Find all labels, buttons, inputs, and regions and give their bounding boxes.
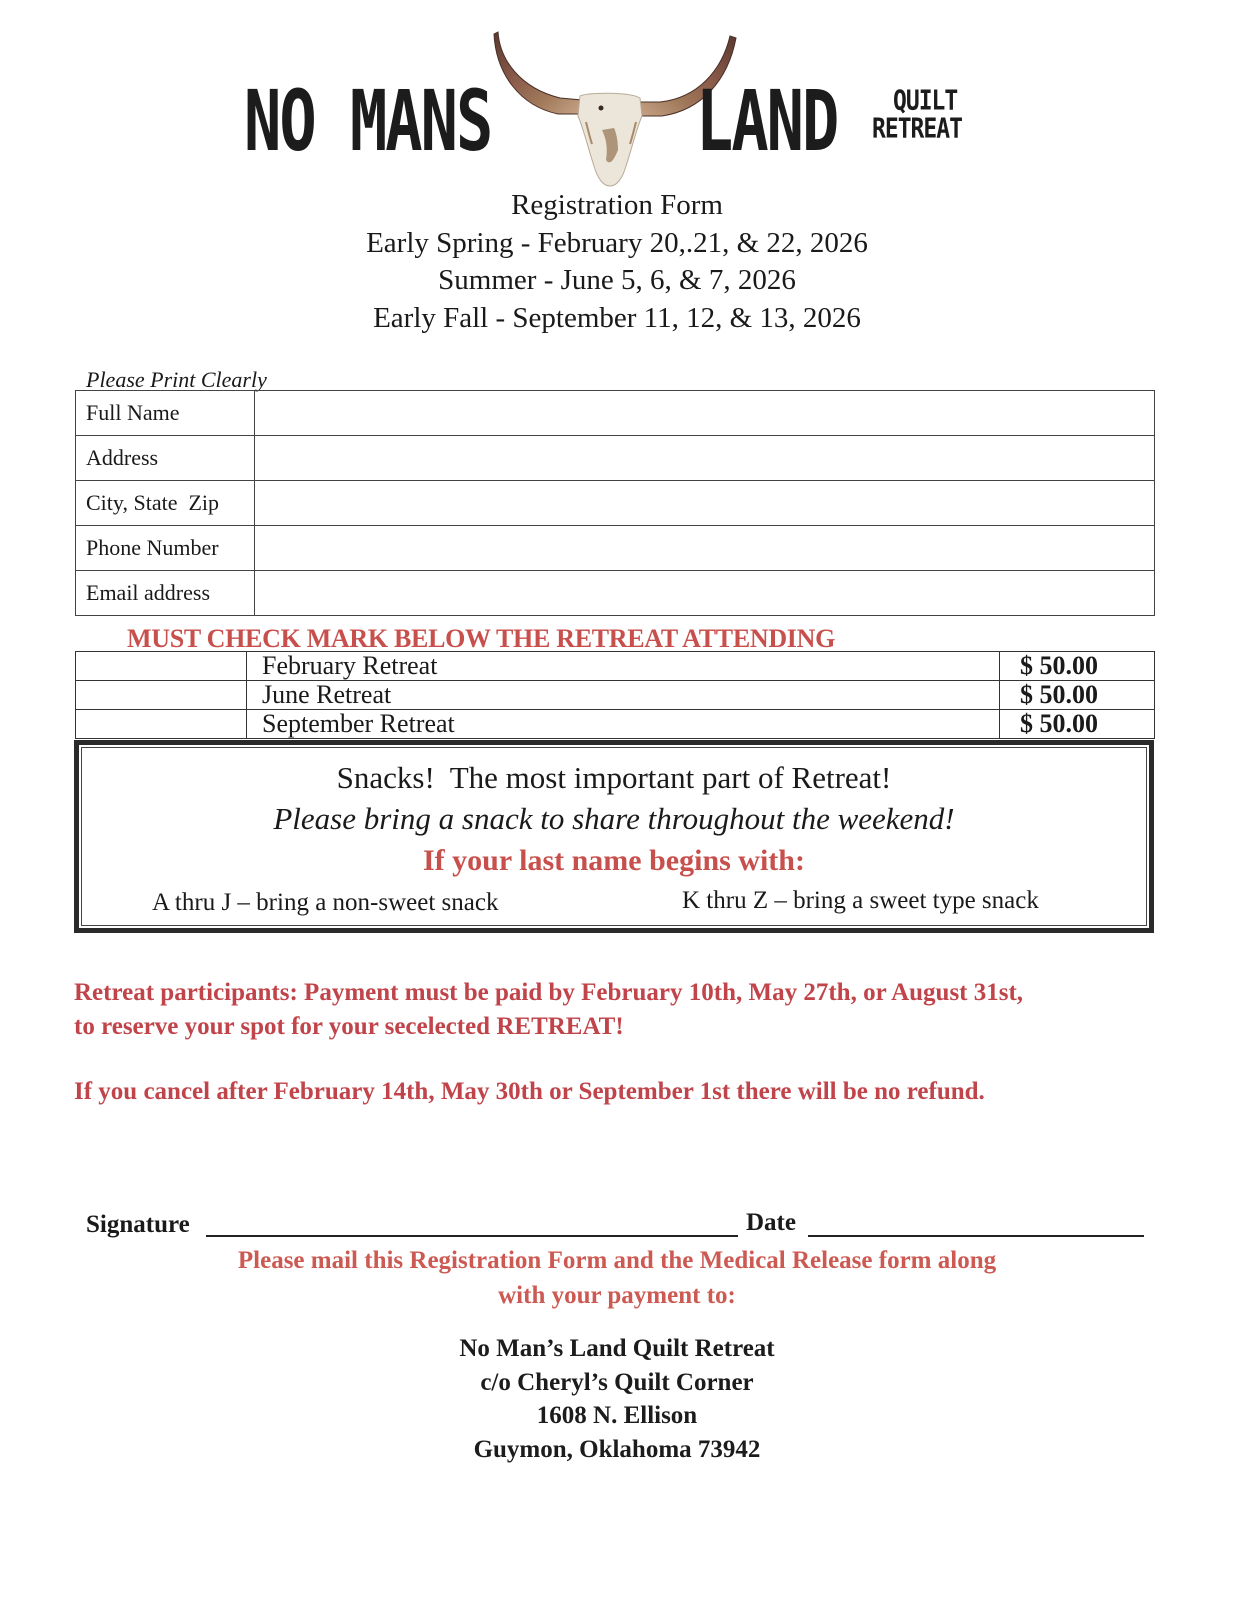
table-row xyxy=(76,652,1155,681)
retreat-price: $ 50.00 xyxy=(1000,710,1155,739)
snack-rule-a-j: A thru J – bring a non-sweet snack xyxy=(152,889,499,916)
retreat-check-instruction: MUST CHECK MARK BELOW THE RETREAT ATTENDING xyxy=(127,624,836,653)
field-label-email-address: Email address xyxy=(76,571,255,616)
checkmark-icon xyxy=(76,681,246,705)
snack-rule-k-z: K thru Z – bring a sweet type snack xyxy=(682,887,1039,914)
form-title: Registration Form xyxy=(511,189,723,221)
table-row xyxy=(76,571,1155,616)
address-input[interactable] xyxy=(255,436,1154,480)
full-name-input[interactable] xyxy=(255,391,1154,435)
mailing-address-care-of: c/o Cheryl’s Quilt Corner xyxy=(480,1369,754,1396)
september-retreat-checkbox[interactable] xyxy=(76,710,247,739)
retreat-name: September Retreat xyxy=(247,710,1000,739)
checkmark-icon xyxy=(76,652,246,676)
mailing-address-street: 1608 N. Ellison xyxy=(536,1402,698,1429)
payment-deadline-notice: Retreat participants: Payment must be paid by February 10th, May 27th, or August 31st, xyxy=(74,979,1024,1006)
mailing-instruction-cont: with your payment to: xyxy=(498,1282,736,1309)
date-label: Date xyxy=(746,1209,796,1236)
snack-info-inner xyxy=(81,747,1147,926)
logo-text-land: LAND xyxy=(696,71,838,171)
snack-rule-heading: If your last name begins with: xyxy=(423,844,805,877)
retreat-price: $ 50.00 xyxy=(1000,681,1155,710)
checkmark-icon xyxy=(76,710,246,734)
phone-number-cell xyxy=(255,526,1155,571)
payment-deadline-notice-cont: to reserve your spot for your secelected RETREAT! xyxy=(74,1013,624,1040)
snack-info-box xyxy=(74,740,1154,933)
retreat-selection-table xyxy=(75,651,1155,739)
mailing-instruction: Please mail this Registration Form and the Medical Release form along xyxy=(237,1247,997,1274)
logo-text-quilt: QUILT xyxy=(893,85,958,117)
address-cell xyxy=(255,436,1155,481)
retreat-name: February Retreat xyxy=(247,652,1000,681)
snack-subline: Please bring a snack to share throughout the weekend! xyxy=(273,801,955,836)
table-row xyxy=(76,681,1155,710)
email-address-input[interactable] xyxy=(255,571,1154,615)
print-clearly-instruction: Please Print Clearly xyxy=(86,367,267,392)
snack-headline: Snacks! The most important part of Retreat! xyxy=(336,760,892,795)
logo-text-retreat: RETREAT xyxy=(872,113,962,145)
phone-number-input[interactable] xyxy=(255,526,1154,570)
session-summer: Summer - June 5, 6, & 7, 2026 xyxy=(438,264,796,296)
date-input[interactable] xyxy=(812,1209,1144,1237)
february-retreat-checkbox[interactable] xyxy=(76,652,247,681)
signature-label: Signature xyxy=(86,1211,190,1238)
city-state-zip-input[interactable] xyxy=(255,481,1154,525)
cancellation-policy: If you cancel after February 14th, May 30th or September 1st there will be no refund. xyxy=(74,1078,985,1105)
full-name-cell xyxy=(255,391,1155,436)
logo-text-no-mans: NO MANS xyxy=(244,71,492,171)
june-retreat-checkbox[interactable] xyxy=(76,681,247,710)
contact-info-table xyxy=(75,390,1155,616)
field-label-full-name: Full Name xyxy=(76,391,255,436)
table-row xyxy=(76,526,1155,571)
retreat-price: $ 50.00 xyxy=(1000,652,1155,681)
city-state-zip-cell xyxy=(255,481,1155,526)
mailing-address-city: Guymon, Oklahoma 73942 xyxy=(473,1436,761,1463)
table-row xyxy=(76,710,1155,739)
field-label-city-state-zip: City, State Zip xyxy=(76,481,255,526)
field-label-phone-number: Phone Number xyxy=(76,526,255,571)
field-label-address: Address xyxy=(76,436,255,481)
table-row xyxy=(76,391,1155,436)
session-early-fall: Early Fall - September 11, 12, & 13, 2026 xyxy=(373,302,861,334)
mailing-address-name: No Man’s Land Quilt Retreat xyxy=(459,1335,775,1362)
retreat-name: June Retreat xyxy=(247,681,1000,710)
signature-input[interactable] xyxy=(210,1209,738,1237)
session-early-spring: Early Spring - February 20,.21, & 22, 2026 xyxy=(366,227,868,259)
email-address-cell xyxy=(255,571,1155,616)
table-row xyxy=(76,481,1155,526)
table-row xyxy=(76,436,1155,481)
